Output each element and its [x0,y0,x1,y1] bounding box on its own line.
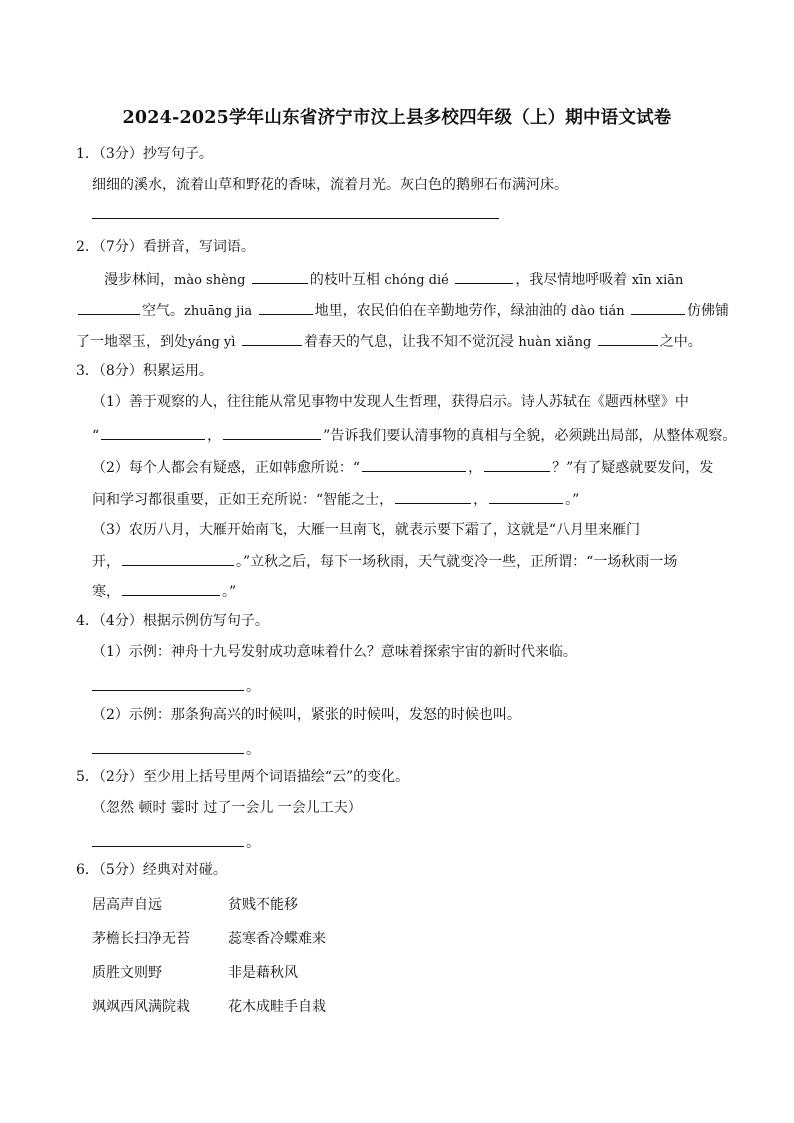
q2-text: 空气。 [142,303,184,319]
q2-text: 地里，农民伯伯在辛勤地劳作，绿油油的 [314,303,567,319]
q2-text: 的枝叶互相 [309,272,380,288]
q4-answer-2 [92,738,260,760]
answer-blank[interactable] [242,330,302,346]
period: 。 [246,835,260,851]
period: 。 [246,742,260,758]
q3-text: ”告诉我们要认清事物的真相与全貌，必须跳出局部，从整体观察。 [323,428,737,444]
answer-blank[interactable] [362,456,466,472]
answer-blank[interactable] [395,488,471,504]
q1-heading: 1．（3分）抄写句子。 [76,146,213,162]
page-title: 2024-2025学年山东省济宁市汶上县多校四年级（上）期中语文试卷 [122,108,672,128]
match-left-item[interactable]: 茅檐长扫净无苔 [92,931,190,947]
q2-text: 之中。 [659,334,702,350]
comma: ， [207,428,222,444]
pinyin-dao-tian: dào tián [571,304,625,319]
comma: ， [468,460,483,476]
q2-text: 漫步林间， [104,272,174,288]
q3-text: （2）每个人都会有疑惑，正如韩愈所说：“ [92,460,361,476]
q5-answer [92,831,260,853]
comma: ， [473,492,488,508]
q5-word-list: （忽然 顿时 霎时 过了一会儿 一会儿工夫） [92,800,362,816]
q4-heading: 4．（4分）根据示例仿写句子。 [76,613,269,629]
match-left-item[interactable]: 飒飒西风满院栽 [92,999,190,1015]
pinyin-huan-xiang: huàn xiǎng [518,335,592,350]
q3-text: 寒， [92,584,120,600]
q1-answer-line[interactable] [92,218,499,219]
answer-blank[interactable] [92,831,244,847]
answer-blank[interactable] [259,299,313,315]
q3-text: 开， [92,554,120,570]
pinyin-yang-yi: yáng yì [188,335,236,350]
q4-example-2: （2）示例：那条狗高兴的时候叫，紧张的时候叫，发怒的时候也叫。 [92,707,521,723]
pinyin-chong-die: chóng dié [384,273,449,288]
answer-blank[interactable] [78,299,140,315]
match-left-item[interactable]: 质胜文则野 [92,965,162,981]
match-right-item[interactable]: 非是藉秋风 [228,965,298,981]
q2-line-3 [76,330,702,353]
q2-line-1 [104,268,683,291]
q3-text: 。”立秋之后，每下一场秋雨，天气就变冷一些，正所谓：“一场秋雨一场 [236,554,678,570]
answer-blank[interactable] [631,299,685,315]
q3-part1-line1: （1）善于观察的人，往往能从常见事物中发现人生哲理，获得启示。诗人苏轼在《题西林壁》中 [92,394,689,410]
quote-mark: “ [92,428,100,444]
answer-blank[interactable] [223,424,321,440]
q2-heading: 2．（7分）看拼音，写词语。 [76,239,255,255]
q1-sentence: 细细的溪水，流着山草和野花的香味，流着月光。灰白色的鹅卵石布满河床。 [92,177,568,193]
q2-text: 仿佛铺 [687,303,730,319]
q5-heading: 5．（2分）至少用上括号里两个词语描绘“云”的变化。 [76,769,410,785]
q2-text: 了一地翠玉，到处 [76,334,188,350]
answer-blank[interactable] [484,456,550,472]
match-right-item[interactable]: 花木成畦手自栽 [228,999,326,1015]
answer-blank[interactable] [122,580,220,596]
q3-part2-line2 [92,488,579,510]
q3-text: 问和学习都很重要，正如王充所说：“智能之士， [92,492,394,508]
period: 。 [246,679,260,695]
q3-text: ？”有了疑惑就要发问，发 [552,460,714,476]
answer-blank[interactable] [92,738,244,754]
answer-blank[interactable] [101,424,205,440]
q4-answer-1 [92,675,260,697]
answer-blank[interactable] [598,330,658,346]
q3-part3-line3 [92,580,236,602]
q3-text: 。” [565,492,580,508]
q2-line-2 [76,299,729,322]
match-right-item[interactable]: 蕊寒香冷蝶难来 [228,931,326,947]
q3-part1-line2 [92,424,736,446]
match-left-item[interactable]: 居高声自远 [92,897,162,913]
answer-blank[interactable] [122,550,234,566]
pinyin-xin-xian: xīn xiān [631,273,684,288]
match-right-item[interactable]: 贫贱不能移 [228,897,298,913]
q2-text: ，我尽情地呼吸着 [515,272,628,288]
q3-part3-line2 [92,550,677,572]
answer-blank[interactable] [489,488,563,504]
q4-example-1: （1）示例：神舟十九号发射成功意味着什么？意味着探索宇宙的新时代来临。 [92,644,577,660]
q3-part2-line1 [92,456,713,478]
q3-heading: 3．（8分）积累运用。 [76,363,213,379]
pinyin-mao-sheng: mào shèng [174,273,246,288]
q2-text: 着春天的气息，让我不知不觉沉浸 [303,334,514,350]
pinyin-zhuang-jia: zhuāng jia [184,304,253,319]
q6-heading: 6．（5分）经典对对碰。 [76,862,227,878]
answer-blank[interactable] [252,268,308,284]
q3-part3-line1: （3）农历八月，大雁开始南飞，大雁一旦南飞，就表示要下霜了，这就是“八月里来雁门 [92,522,641,538]
q3-text: 。” [222,584,237,600]
answer-blank[interactable] [455,268,513,284]
answer-blank[interactable] [92,675,244,691]
